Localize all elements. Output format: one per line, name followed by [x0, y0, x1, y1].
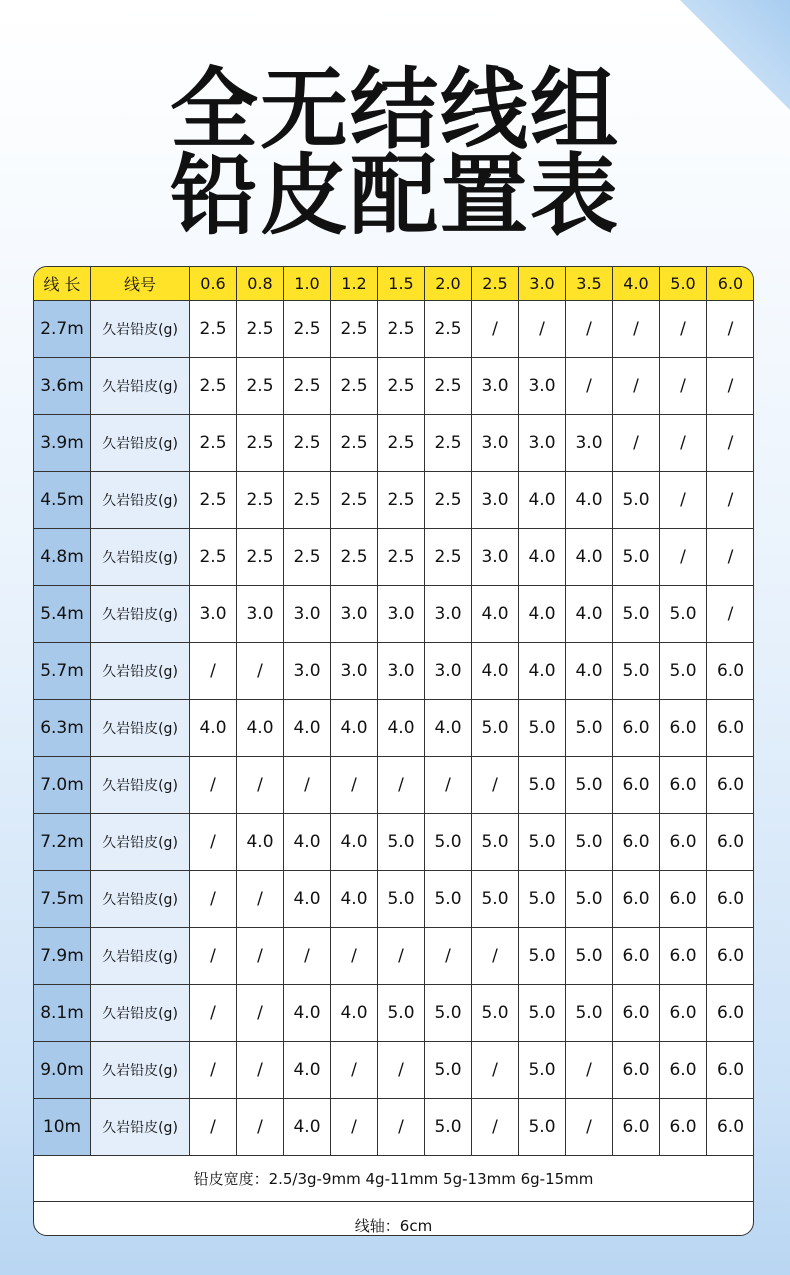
sinker-weight-cell: 2.5: [378, 415, 425, 472]
sinker-weight-cell: 5.0: [660, 643, 707, 700]
sinker-weight-cell: /: [237, 643, 284, 700]
sinker-weight-cell: /: [190, 643, 237, 700]
sinker-weight-cell: 4.0: [331, 814, 378, 871]
sinker-weight-cell: 3.0: [425, 643, 472, 700]
sinker-weight-cell: 6.0: [613, 1099, 660, 1156]
row-length: 4.5m: [34, 472, 91, 529]
sinker-weight-cell: 2.5: [190, 358, 237, 415]
sinker-weight-cell: 6.0: [660, 1099, 707, 1156]
sinker-weight-cell: /: [660, 301, 707, 358]
sinker-weight-cell: /: [190, 985, 237, 1042]
sinker-weight-cell: 3.0: [284, 586, 331, 643]
sinker-weight-cell: /: [190, 1042, 237, 1099]
sinker-weight-cell: 5.0: [566, 985, 613, 1042]
sinker-weight-cell: 2.5: [378, 301, 425, 358]
sinker-weight-cell: 2.5: [284, 358, 331, 415]
row-sinker-type: 久岩铅皮(g): [91, 928, 190, 985]
sinker-weight-cell: 4.0: [284, 814, 331, 871]
sinker-weight-cell: 5.0: [519, 757, 566, 814]
header-line-number: 1.2: [331, 267, 378, 301]
sinker-weight-cell: 6.0: [660, 814, 707, 871]
sinker-weight-cell: 6.0: [707, 643, 754, 700]
sinker-weight-cell: 2.5: [284, 415, 331, 472]
sinker-weight-cell: 4.0: [190, 700, 237, 757]
sinker-weight-cell: 2.5: [378, 472, 425, 529]
header-line-number: 4.0: [613, 267, 660, 301]
sinker-weight-cell: 4.0: [566, 643, 613, 700]
sinker-weight-cell: 4.0: [378, 700, 425, 757]
sinker-weight-cell: /: [237, 928, 284, 985]
sinker-weight-cell: 5.0: [425, 814, 472, 871]
sinker-weight-cell: 3.0: [331, 643, 378, 700]
sinker-weight-cell: 2.5: [190, 529, 237, 586]
row-length: 7.9m: [34, 928, 91, 985]
sinker-weight-cell: /: [566, 301, 613, 358]
sinker-weight-cell: 5.0: [519, 1042, 566, 1099]
sinker-weight-cell: 5.0: [566, 814, 613, 871]
row-sinker-type: 久岩铅皮(g): [91, 1099, 190, 1156]
sinker-weight-cell: /: [190, 871, 237, 928]
sinker-weight-cell: 5.0: [566, 700, 613, 757]
sinker-weight-cell: 6.0: [660, 871, 707, 928]
sinker-weight-cell: 3.0: [472, 415, 519, 472]
sinker-weight-cell: 6.0: [613, 700, 660, 757]
header-type: 线号: [91, 267, 190, 301]
sinker-weight-cell: 4.0: [519, 529, 566, 586]
row-length: 5.7m: [34, 643, 91, 700]
sinker-weight-cell: 3.0: [190, 586, 237, 643]
page-title-line2: 铅皮配置表: [169, 144, 620, 247]
sinker-weight-cell: 6.0: [707, 757, 754, 814]
sinker-weight-cell: 4.0: [519, 643, 566, 700]
row-sinker-type: 久岩铅皮(g): [91, 985, 190, 1042]
sinker-weight-cell: /: [472, 928, 519, 985]
sinker-weight-cell: 5.0: [519, 928, 566, 985]
sinker-weight-cell: 2.5: [237, 301, 284, 358]
sinker-weight-cell: 4.0: [566, 472, 613, 529]
sinker-weight-cell: /: [613, 415, 660, 472]
sinker-weight-cell: 4.0: [472, 643, 519, 700]
sinker-weight-cell: 3.0: [331, 586, 378, 643]
sinker-weight-cell: /: [425, 757, 472, 814]
sinker-weight-cell: 2.5: [331, 529, 378, 586]
sinker-weight-cell: 2.5: [190, 301, 237, 358]
sinker-weight-cell: 4.0: [284, 871, 331, 928]
row-sinker-type: 久岩铅皮(g): [91, 415, 190, 472]
sinker-weight-cell: /: [190, 1099, 237, 1156]
sinker-weight-cell: /: [472, 757, 519, 814]
sinker-weight-cell: 6.0: [660, 700, 707, 757]
sinker-weight-cell: 5.0: [613, 529, 660, 586]
row-length: 10m: [34, 1099, 91, 1156]
sinker-weight-cell: /: [707, 529, 754, 586]
sinker-weight-cell: 4.0: [331, 871, 378, 928]
header-line-number: 2.5: [472, 267, 519, 301]
sinker-weight-cell: /: [190, 814, 237, 871]
sinker-weight-cell: 6.0: [707, 1099, 754, 1156]
sinker-weight-cell: 5.0: [425, 1099, 472, 1156]
sinker-weight-cell: /: [331, 757, 378, 814]
sinker-weight-cell: /: [660, 415, 707, 472]
sinker-weight-cell: /: [472, 1042, 519, 1099]
sinker-weight-cell: /: [378, 928, 425, 985]
sinker-weight-cell: /: [331, 1099, 378, 1156]
row-sinker-type: 久岩铅皮(g): [91, 757, 190, 814]
header-line-number: 0.8: [237, 267, 284, 301]
sinker-weight-cell: 6.0: [660, 757, 707, 814]
header-line-number: 6.0: [707, 267, 754, 301]
sinker-weight-cell: 2.5: [237, 415, 284, 472]
sinker-weight-cell: 5.0: [472, 985, 519, 1042]
sinker-weight-cell: 5.0: [472, 814, 519, 871]
sinker-weight-cell: 5.0: [472, 871, 519, 928]
sinker-weight-cell: 6.0: [613, 928, 660, 985]
row-length: 3.6m: [34, 358, 91, 415]
sinker-weight-cell: 5.0: [613, 472, 660, 529]
row-length: 4.8m: [34, 529, 91, 586]
sinker-weight-cell: 4.0: [331, 700, 378, 757]
sinker-weight-cell: /: [660, 358, 707, 415]
sinker-weight-cell: 3.0: [472, 472, 519, 529]
sinker-weight-cell: 2.5: [425, 358, 472, 415]
sinker-weight-cell: 3.0: [378, 586, 425, 643]
sinker-weight-cell: 3.0: [425, 586, 472, 643]
row-sinker-type: 久岩铅皮(g): [91, 643, 190, 700]
header-length: 线 长: [34, 267, 91, 301]
sinker-weight-cell: /: [284, 757, 331, 814]
sinker-weight-cell: /: [331, 928, 378, 985]
sinker-weight-cell: /: [190, 757, 237, 814]
sinker-weight-cell: /: [284, 928, 331, 985]
sinker-weight-cell: 5.0: [425, 871, 472, 928]
sinker-weight-cell: 3.0: [519, 415, 566, 472]
sinker-weight-cell: /: [378, 1099, 425, 1156]
row-length: 7.2m: [34, 814, 91, 871]
row-length: 8.1m: [34, 985, 91, 1042]
sinker-weight-cell: /: [237, 871, 284, 928]
row-sinker-type: 久岩铅皮(g): [91, 871, 190, 928]
sinker-config-table: [33, 266, 754, 1236]
sinker-weight-cell: 4.0: [237, 814, 284, 871]
sinker-weight-cell: 3.0: [472, 529, 519, 586]
sinker-weight-cell: /: [331, 1042, 378, 1099]
sinker-weight-cell: 4.0: [566, 529, 613, 586]
sinker-weight-cell: /: [613, 301, 660, 358]
sinker-weight-cell: 4.0: [519, 472, 566, 529]
sinker-weight-cell: /: [707, 415, 754, 472]
sinker-weight-cell: 2.5: [284, 301, 331, 358]
sinker-weight-cell: 5.0: [519, 985, 566, 1042]
row-sinker-type: 久岩铅皮(g): [91, 814, 190, 871]
row-sinker-type: 久岩铅皮(g): [91, 700, 190, 757]
row-sinker-type: 久岩铅皮(g): [91, 1042, 190, 1099]
sinker-weight-cell: /: [707, 301, 754, 358]
sinker-weight-cell: 5.0: [472, 700, 519, 757]
row-sinker-type: 久岩铅皮(g): [91, 586, 190, 643]
sinker-weight-cell: /: [707, 586, 754, 643]
row-length: 5.4m: [34, 586, 91, 643]
sinker-weight-cell: 6.0: [613, 1042, 660, 1099]
sinker-weight-cell: 4.0: [284, 1099, 331, 1156]
sinker-weight-cell: 6.0: [707, 985, 754, 1042]
row-length: 2.7m: [34, 301, 91, 358]
sinker-weight-cell: 4.0: [284, 700, 331, 757]
sinker-weight-cell: 2.5: [331, 301, 378, 358]
sinker-weight-cell: 4.0: [284, 985, 331, 1042]
sinker-weight-cell: 5.0: [519, 1099, 566, 1156]
row-length: 7.0m: [34, 757, 91, 814]
sinker-weight-cell: 6.0: [660, 985, 707, 1042]
sinker-weight-cell: 3.0: [378, 643, 425, 700]
sinker-weight-cell: 5.0: [613, 586, 660, 643]
header-line-number: 1.5: [378, 267, 425, 301]
sinker-weight-cell: 6.0: [707, 871, 754, 928]
sinker-weight-cell: 6.0: [660, 928, 707, 985]
row-sinker-type: 久岩铅皮(g): [91, 358, 190, 415]
sinker-weight-cell: 5.0: [566, 757, 613, 814]
row-length: 7.5m: [34, 871, 91, 928]
header-line-number: 3.5: [566, 267, 613, 301]
sinker-weight-cell: 5.0: [613, 643, 660, 700]
sinker-weight-cell: 3.0: [237, 586, 284, 643]
row-length: 6.3m: [34, 700, 91, 757]
row-sinker-type: 久岩铅皮(g): [91, 301, 190, 358]
sinker-weight-cell: 6.0: [707, 928, 754, 985]
sinker-weight-cell: 2.5: [331, 415, 378, 472]
sinker-weight-cell: 4.0: [425, 700, 472, 757]
sinker-weight-cell: 5.0: [378, 814, 425, 871]
sinker-weight-cell: 5.0: [378, 871, 425, 928]
sinker-weight-cell: 2.5: [425, 529, 472, 586]
sinker-weight-cell: 5.0: [519, 814, 566, 871]
header-line-number: 5.0: [660, 267, 707, 301]
row-sinker-type: 久岩铅皮(g): [91, 529, 190, 586]
sinker-weight-cell: 4.0: [472, 586, 519, 643]
sinker-weight-cell: /: [378, 1042, 425, 1099]
sinker-weight-cell: /: [707, 472, 754, 529]
sinker-weight-cell: 5.0: [425, 985, 472, 1042]
sinker-weight-cell: 5.0: [566, 871, 613, 928]
sinker-weight-cell: 2.5: [237, 358, 284, 415]
sinker-weight-cell: /: [237, 1099, 284, 1156]
sinker-weight-cell: 5.0: [425, 1042, 472, 1099]
row-sinker-type: 久岩铅皮(g): [91, 472, 190, 529]
sinker-weight-cell: /: [707, 358, 754, 415]
sinker-weight-cell: 2.5: [284, 529, 331, 586]
sinker-weight-cell: 2.5: [378, 358, 425, 415]
sinker-weight-cell: /: [613, 358, 660, 415]
sinker-weight-cell: 2.5: [331, 472, 378, 529]
sinker-width-note: 铅皮宽度：2.5/3g-9mm 4g-11mm 5g-13mm 6g-15mm: [34, 1156, 753, 1202]
sinker-weight-cell: 2.5: [425, 301, 472, 358]
sinker-weight-cell: 5.0: [566, 928, 613, 985]
sinker-weight-cell: 2.5: [425, 472, 472, 529]
sinker-weight-cell: 3.0: [472, 358, 519, 415]
sinker-weight-cell: /: [566, 1042, 613, 1099]
sinker-weight-cell: 5.0: [519, 700, 566, 757]
sinker-weight-cell: 6.0: [613, 814, 660, 871]
sinker-weight-cell: 6.0: [707, 1042, 754, 1099]
sinker-weight-cell: 6.0: [613, 871, 660, 928]
sinker-weight-cell: 3.0: [284, 643, 331, 700]
sinker-weight-cell: /: [237, 757, 284, 814]
sinker-weight-cell: /: [378, 757, 425, 814]
sinker-weight-cell: 4.0: [566, 586, 613, 643]
sinker-weight-cell: 2.5: [331, 358, 378, 415]
spool-note: 线轴：6cm: [354, 1217, 433, 1235]
sinker-weight-cell: 2.5: [190, 415, 237, 472]
row-length: 3.9m: [34, 415, 91, 472]
sinker-weight-cell: 6.0: [707, 700, 754, 757]
sinker-weight-cell: /: [660, 529, 707, 586]
sinker-weight-cell: /: [566, 1099, 613, 1156]
sinker-weight-cell: 6.0: [707, 814, 754, 871]
sinker-weight-cell: 4.0: [519, 586, 566, 643]
sinker-weight-cell: /: [519, 301, 566, 358]
sinker-weight-cell: 5.0: [519, 871, 566, 928]
sinker-weight-cell: /: [190, 928, 237, 985]
sinker-weight-cell: 2.5: [237, 529, 284, 586]
sinker-weight-cell: /: [566, 358, 613, 415]
sinker-weight-cell: /: [472, 301, 519, 358]
sinker-weight-cell: /: [660, 472, 707, 529]
page-title-line1: 全无结线组: [169, 58, 620, 161]
sinker-weight-cell: 3.0: [519, 358, 566, 415]
row-length: 9.0m: [34, 1042, 91, 1099]
sinker-weight-cell: 5.0: [378, 985, 425, 1042]
sinker-weight-cell: /: [237, 985, 284, 1042]
table-grid: [34, 267, 753, 1156]
sinker-weight-cell: 3.0: [566, 415, 613, 472]
sinker-weight-cell: 6.0: [613, 985, 660, 1042]
sinker-weight-cell: 2.5: [378, 529, 425, 586]
header-line-number: 1.0: [284, 267, 331, 301]
sinker-weight-cell: /: [237, 1042, 284, 1099]
sinker-weight-cell: 6.0: [613, 757, 660, 814]
sinker-weight-cell: 2.5: [237, 472, 284, 529]
sinker-weight-cell: 2.5: [425, 415, 472, 472]
sinker-weight-cell: 2.5: [284, 472, 331, 529]
sinker-weight-cell: 4.0: [331, 985, 378, 1042]
header-line-number: 0.6: [190, 267, 237, 301]
sinker-weight-cell: 6.0: [660, 1042, 707, 1099]
sinker-weight-cell: 5.0: [660, 586, 707, 643]
header-line-number: 2.0: [425, 267, 472, 301]
sinker-weight-cell: 4.0: [284, 1042, 331, 1099]
header-line-number: 3.0: [519, 267, 566, 301]
sinker-weight-cell: 2.5: [190, 472, 237, 529]
sinker-weight-cell: /: [425, 928, 472, 985]
sinker-weight-cell: 4.0: [237, 700, 284, 757]
sinker-weight-cell: /: [472, 1099, 519, 1156]
